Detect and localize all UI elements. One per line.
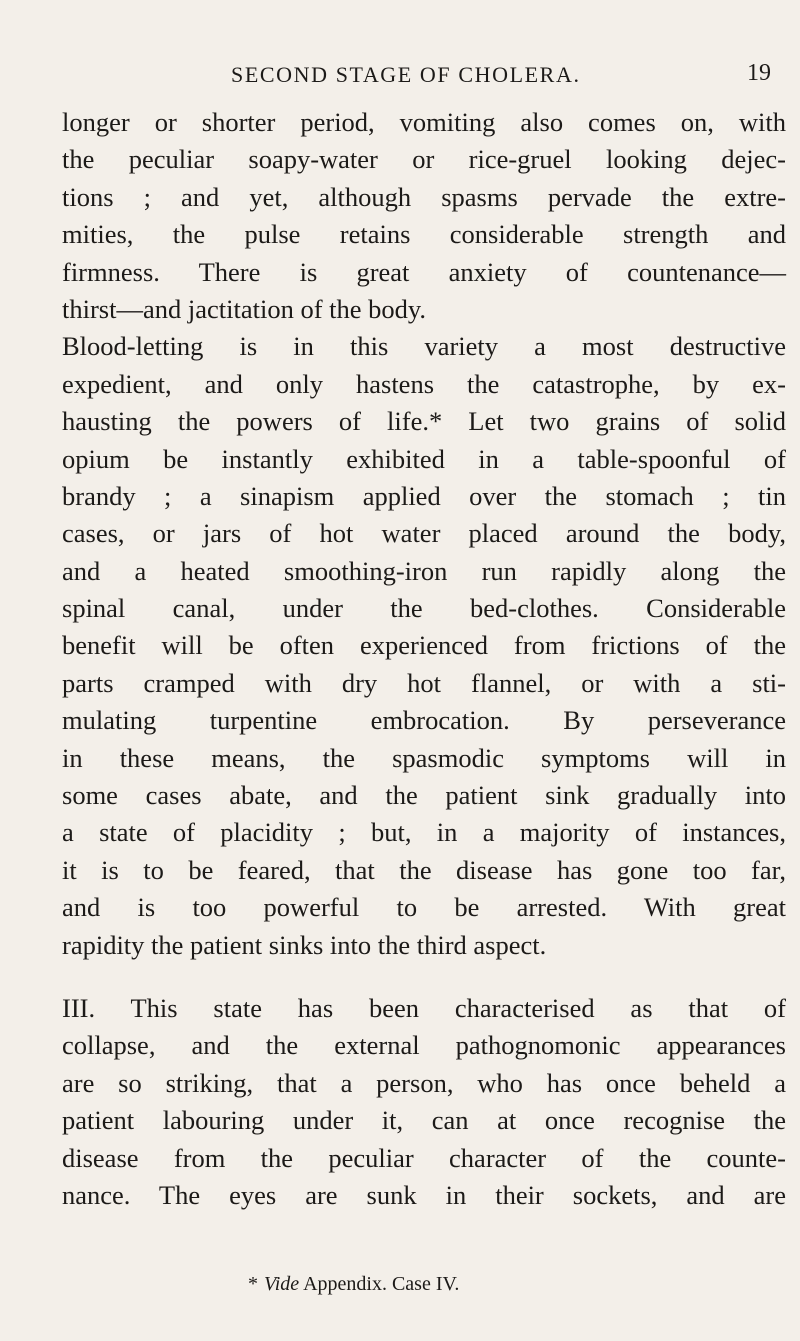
text-line: longer or shorter period, vomiting also comes on, with [62,107,786,137]
text-line: thirst—and jactitation of the body. [62,293,427,324]
running-head: SECOND STAGE OF CHOLERA. [231,62,581,87]
text-line: benefit will be often experienced from frictions of the [62,630,786,661]
text-line: opium be instantly exhibited in a table-spoonful of [62,443,786,474]
text-line: parts cramped with dry hot flannel, or with a sti- [62,667,786,698]
text-line: the peculiar soapy-water or rice-gruel looking dejec- [62,144,786,175]
text-line: mulating turpentine embrocation. By perseverance [62,705,786,736]
text-line: in these means, the spasmodic symptoms will in [62,742,786,773]
text-line: collapse, and the external pathognomonic appearances [62,1030,786,1061]
footnote-vide: Vide [264,1273,300,1295]
text-line: disease from the peculiar character of the counte- [62,1142,786,1173]
text-line: Blood-letting is in this variety a most destructive [62,331,786,362]
text-line: hausting the powers of life.* Let two grains of solid [62,406,786,437]
text-line: and is too powerful to be arrested. With great [62,892,786,923]
footnote-mark: * [248,1273,258,1295]
text-line: mities, the pulse retains considerable strength and [62,219,786,250]
text-line: are so striking, that a person, who has once beheld a [62,1067,786,1098]
text-line: III. This state has been characterised as that of [62,992,786,1023]
text-line: rapidity the patient sinks into the third aspect. [62,929,547,960]
page-header [231,62,771,96]
text-line: a state of placidity ; but, in a majority of instances, [62,817,786,848]
text-line: firmness. There is great anxiety of countenance— [62,256,786,287]
body-text [62,104,786,1214]
footnote [248,1273,459,1296]
text-line: tions ; and yet, although spasms pervade the extre- [62,181,786,212]
text-line: some cases abate, and the patient sink gradually into [62,780,786,811]
footnote-text: Appendix. Case IV. [303,1273,460,1295]
paragraph-gap [62,964,786,990]
text-line: it is to be feared, that the disease has gone too far, [62,854,786,885]
text-line: expedient, and only hastens the catastrophe, by ex- [62,368,786,399]
paragraph [62,328,786,964]
paragraph [62,104,786,328]
text-line: patient labouring under it, can at once recognise the [62,1105,786,1136]
text-line: nance. The eyes are sunk in their sockets, and are [62,1179,786,1210]
text-line: spinal canal, under the bed-clothes. Considerable [62,593,786,624]
paragraph [62,990,786,1214]
text-line: cases, or jars of hot water placed around the body, [62,518,786,549]
page-number: 19 [747,60,771,86]
text-line: and a heated smoothing-iron run rapidly along the [62,555,786,586]
text-line: brandy ; a sinapism applied over the stomach ; tin [62,480,786,511]
